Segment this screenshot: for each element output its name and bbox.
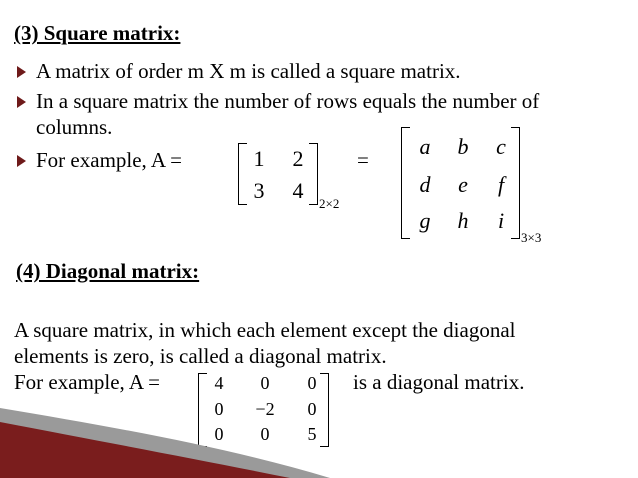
bullet-text-continuation: columns.	[36, 115, 113, 139]
matrix-right-bracket	[309, 143, 318, 205]
bullet-arrow-icon	[17, 66, 26, 78]
matrix-cell: 1	[253, 146, 265, 171]
matrix-cell: e	[458, 172, 468, 197]
matrix-order-label: 2×2	[319, 196, 340, 211]
matrix-cell: g	[419, 208, 431, 233]
matrix-left-bracket	[401, 127, 410, 239]
matrix-cell: 0	[307, 373, 317, 393]
matrix-cell: a	[419, 134, 431, 159]
section-heading-diagonal-matrix: (4) Diagonal matrix:	[16, 259, 200, 283]
matrix-cell: 0	[214, 424, 224, 444]
example-prefix: For example, A =	[14, 370, 160, 394]
matrix-cell: i	[497, 208, 505, 233]
matrix-cell: 0	[260, 424, 270, 444]
matrix-cell: 5	[307, 424, 317, 444]
matrix-cell: f	[497, 172, 505, 197]
matrix-cell: h	[457, 208, 469, 233]
matrix-cell: 4	[292, 178, 304, 203]
decorative-swoosh	[0, 388, 638, 478]
matrix-right-bracket	[511, 127, 520, 239]
matrix-cell: 3	[253, 178, 265, 203]
matrix-cell: 0	[260, 373, 270, 393]
matrix-cell: 0	[307, 399, 317, 419]
matrix-cell: 2	[292, 146, 304, 171]
bullet-text-definition: A matrix of order m X m is called a square matrix.	[36, 59, 461, 83]
bullet-text-rows-equal-columns: In a square matrix the number of rows equals the number of	[36, 89, 540, 113]
matrix-cell: 0	[214, 399, 224, 419]
bullet-text-example: For example, A =	[36, 148, 182, 172]
example-suffix: is a diagonal matrix.	[353, 370, 525, 394]
equals-sign: =	[357, 148, 369, 172]
matrix-cell: c	[496, 134, 506, 159]
matrix-cell: −2	[255, 399, 275, 419]
bullet-arrow-icon	[17, 155, 26, 167]
section-heading-square-matrix: (3) Square matrix:	[14, 21, 181, 45]
matrix-order-label: 3×3	[521, 230, 542, 245]
matrix-cell: d	[419, 172, 431, 197]
bullet-arrow-icon	[17, 96, 26, 108]
paragraph-line-1: A square matrix, in which each element except the diagonal	[14, 318, 516, 342]
paragraph-line-2: elements is zero, is called a diagonal matrix.	[14, 344, 387, 368]
matrix-cell: b	[457, 134, 469, 159]
matrix-cell: 4	[214, 373, 224, 393]
